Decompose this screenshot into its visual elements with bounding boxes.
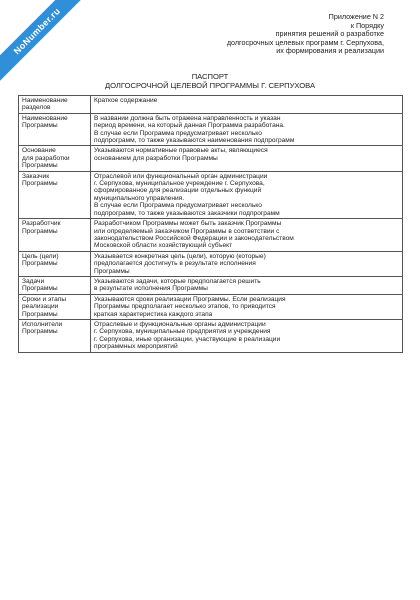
section-name-line: Программы	[22, 180, 58, 188]
section-name-line: Разработчик	[22, 220, 61, 228]
section-name-line: Наименование	[22, 114, 68, 122]
section-name-line: разделов	[22, 104, 51, 112]
section-content-line: краткая характеристика каждого этапа	[94, 310, 213, 318]
section-name-line: Программы	[22, 122, 58, 130]
section-name-line: Программы	[22, 285, 58, 293]
section-content-line: Разработчиком Программы может быть заказчик Программы	[94, 220, 282, 228]
section-name-cell	[19, 276, 91, 294]
table-row	[19, 146, 403, 171]
section-name-cell	[19, 219, 91, 252]
section-name-cell	[19, 319, 91, 352]
appendix-header	[227, 13, 384, 56]
table-row	[19, 319, 403, 352]
section-content-cell	[91, 251, 403, 276]
section-content-cell	[91, 96, 403, 114]
section-content-line: В случае если Программа предусматривает несколько	[94, 202, 262, 210]
section-content-cell	[91, 319, 403, 352]
section-name-line: Программы	[22, 227, 58, 235]
section-content-line: или определяемый заказчиком Программы в соответствии с	[94, 227, 280, 235]
section-name-line: Программы	[22, 310, 58, 318]
passport-table-body	[19, 96, 403, 353]
section-content-cell	[91, 276, 403, 294]
section-content-line: сформированное для реализации отдельных функций	[94, 187, 262, 195]
section-name-cell	[19, 294, 91, 319]
section-content-line: основанием для разработки Программы	[94, 154, 218, 162]
section-content-line: Отраслевой или функциональный орган администрации	[94, 172, 268, 180]
section-content-line: В названии должна быть отражена направленность и указан	[94, 114, 281, 122]
table-row	[19, 276, 403, 294]
section-content-line: Программы предполагает несколько этапов, то приводится	[94, 303, 276, 311]
table-row	[19, 294, 403, 319]
passport-table	[18, 95, 403, 353]
table-row	[19, 219, 403, 252]
section-name-line: Основание	[22, 147, 56, 155]
section-content-line: В случае если Программа предусматривает несколько	[94, 129, 262, 137]
section-name-line: Исполнители	[22, 320, 63, 328]
section-content-cell	[91, 171, 403, 218]
section-content-line: программных мероприятий	[94, 343, 178, 351]
table-row	[19, 96, 403, 114]
section-content-line: Краткое содержание	[94, 97, 158, 104]
section-name-line: для разработки	[22, 154, 70, 162]
section-name-cell	[19, 113, 91, 146]
section-name-line: Программы	[22, 328, 58, 336]
watermark-text: NoNumber.ru	[11, 5, 63, 57]
section-content-line: Программы	[94, 267, 130, 275]
section-content-line: муниципального управления.	[94, 194, 185, 202]
section-name-line: Задачи	[22, 277, 45, 285]
appendix-line: к Порядку	[350, 20, 384, 30]
table-row	[19, 113, 403, 146]
section-content-cell	[91, 113, 403, 146]
section-name-line: Сроки и этапы	[22, 295, 67, 303]
section-content-line: законодательством Российской Федерации и законодательством	[94, 234, 294, 242]
section-content-line: Указываются задачи, которые предполагается решить	[94, 277, 261, 285]
appendix-line: долгосрочных целевых программ г. Серпухова,	[226, 37, 384, 47]
section-name-line: Программы	[22, 162, 58, 170]
section-content-line: г. Серпухова, иные организации, участвующие в реализации	[94, 335, 281, 343]
section-content-line: Указываются сроки реализации Программы. Если реализация	[94, 295, 286, 303]
appendix-line: их формирования и реализации	[276, 46, 384, 56]
section-content-line: г. Серпухова, муниципальное учреждение г. Серпухова,	[94, 180, 265, 188]
section-content-line: г. Серпухова, муниципальные предприятия и учреждения	[94, 328, 271, 336]
section-name-line: Наименование	[22, 97, 68, 104]
section-name-cell	[19, 171, 91, 218]
section-name-line: Цель (цели)	[22, 252, 59, 260]
section-name-cell	[19, 251, 91, 276]
section-content-line: подпрограмм, то также указываются заказчики подпрограмм	[94, 209, 280, 217]
section-name-line: Программы	[22, 260, 58, 268]
section-content-line: Указывается конкретная цель (цели), которую (которые)	[94, 252, 266, 260]
section-content-cell	[91, 294, 403, 319]
section-content-line: предполагается достигнуть в результате исполнения	[94, 260, 256, 268]
section-name-cell	[19, 146, 91, 171]
section-content-cell	[91, 146, 403, 171]
appendix-line: Приложение N 2	[328, 12, 384, 21]
section-content-cell	[91, 219, 403, 252]
section-name-cell	[19, 96, 91, 114]
section-content-line: подпрограмм, то также указываются наименования подпрограмм	[94, 137, 295, 145]
document-title	[0, 72, 420, 90]
table-row	[19, 251, 403, 276]
section-content-line: Отраслевые и функциональные органы администрации	[94, 320, 266, 328]
section-content-line: период времени, на который данная Программа разработана.	[94, 122, 285, 130]
section-content-line: Московской области хозяйствующий субъект	[94, 242, 233, 250]
appendix-line: принятия решений о разработке	[275, 29, 384, 39]
title-line: ПАСПОРТ	[191, 72, 229, 81]
section-content-line: Указываются нормативные правовые акты, являющиеся	[94, 147, 268, 155]
title-line: ДОЛГОСРОЧНОЙ ЦЕЛЕВОЙ ПРОГРАММЫ Г. СЕРПУХОВА	[104, 81, 316, 90]
section-name-line: Заказчик	[22, 172, 50, 180]
section-content-line: в результате исполнения Программы	[94, 285, 208, 293]
table-row	[19, 171, 403, 218]
section-name-line: реализации	[22, 303, 59, 311]
